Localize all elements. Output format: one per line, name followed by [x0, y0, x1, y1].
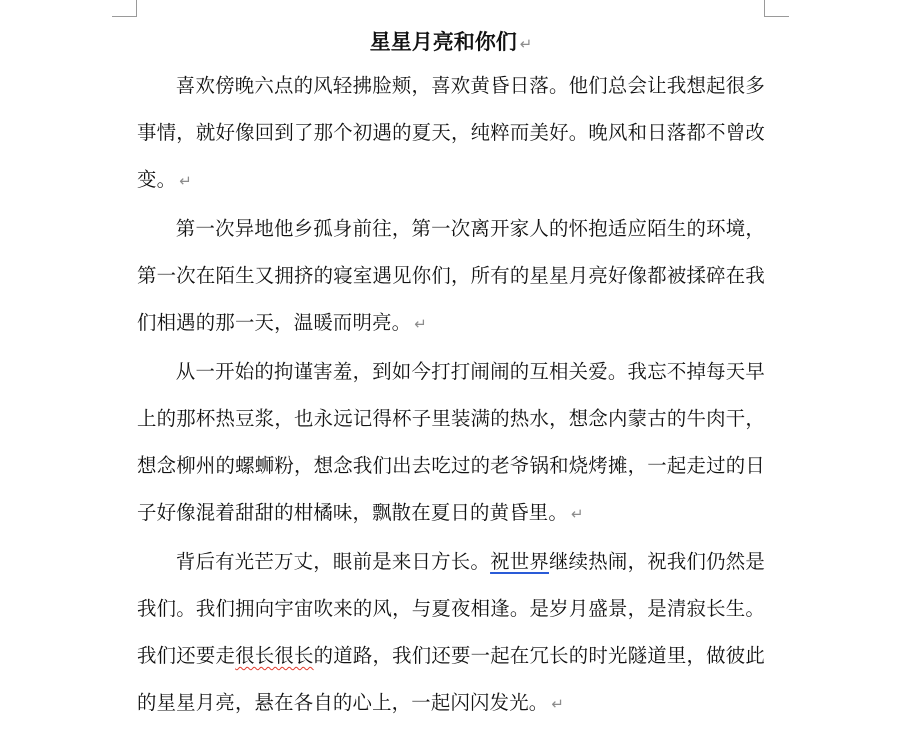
paragraph-4	[137, 538, 765, 728]
paragraph-1	[137, 62, 765, 205]
paragraph-2	[137, 205, 765, 348]
paragraph-4-text-part-1: 背后有光芒万丈，眼前是来日方长。	[175, 550, 491, 573]
margin-corner-mark-left	[112, 0, 137, 17]
paragraph-3-text: 从一开始的拘谨害羞，到如今打打闹闹的互相关爱。我忘不掉每天早上的那杯热豆浆，也永远记得杯子里装满的热水，想念内蒙古的牛肉干，想念柳州的螺蛳粉，想念我们出去吃过的老爷锅和烧烤摊，一起走过的日子好像混着甜甜的柑橘味，飘散在夏日的黄昏里。	[137, 360, 765, 524]
paragraph-4-text-part-5: 的道路，我们还要一起在冗长的时光隧道里，做彼此的星星月亮，悬在各自的心上，一起闪闪发光。	[137, 644, 766, 714]
paragraph-4-text-part-3: 继续热闹，祝我们仍然是我们。我们拥向宇宙吹来的风，与夏夜相逢。是岁月盛景，是清寂长生。我们还要走	[137, 550, 766, 667]
paragraph-mark-icon: ↵	[571, 505, 584, 523]
document-body[interactable]	[137, 24, 765, 728]
document-title	[137, 24, 765, 60]
paragraph-1-text: 喜欢傍晚六点的风轻拂脸颊，喜欢黄昏日落。他们总会让我想起很多事情，就好像回到了那个初遇的夏天，纯粹而美好。晚风和日落都不曾改变。	[137, 74, 765, 191]
paragraph-2-text: 第一次异地他乡孤身前往，第一次离开家人的怀抱适应陌生的环境，第一次在陌生又拥挤的寝室遇见你们，所有的星星月亮好像都被揉碎在我们相遇的那一天，温暖而明亮。	[137, 217, 765, 334]
spelling-underline-phrase[interactable]: 很长很长	[235, 644, 314, 667]
paragraph-mark-icon: ↵	[414, 315, 428, 333]
document-title-text: 星星月亮和你们	[369, 29, 517, 54]
margin-corner-mark-right	[764, 0, 789, 17]
paragraph-3	[137, 348, 765, 538]
paragraph-mark-icon: ↵	[179, 172, 192, 190]
paragraph-mark-icon: ↵	[551, 695, 565, 713]
grammar-underline-phrase[interactable]: 祝世界	[490, 550, 549, 573]
paragraph-mark-icon: ↵	[519, 35, 533, 53]
